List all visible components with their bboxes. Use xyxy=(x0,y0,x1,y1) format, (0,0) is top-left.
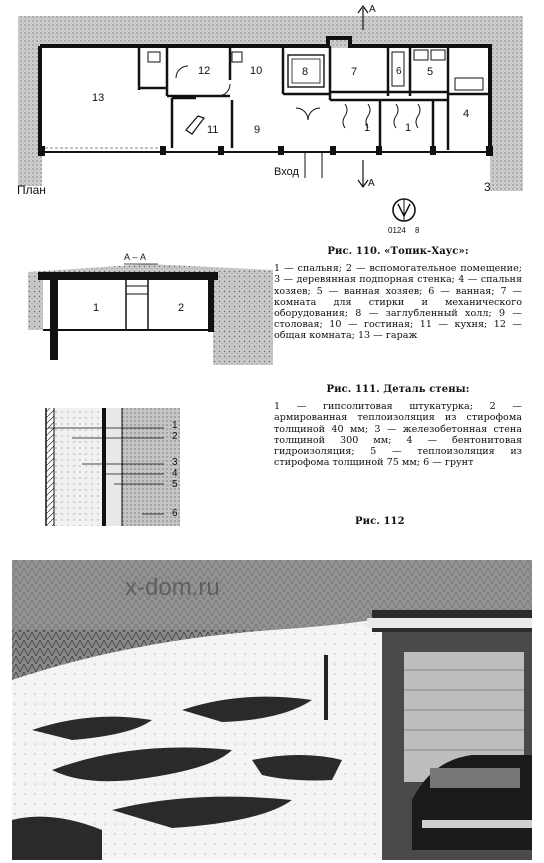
scale-max: 8 xyxy=(415,226,420,235)
fig110-caption xyxy=(274,246,522,342)
room-label-6: 6 xyxy=(396,66,402,77)
floor-plan-drawing xyxy=(0,0,544,200)
fig110-title: Рис. 110. «Топик-Хаус»: xyxy=(327,246,469,257)
section-mark-top: A xyxy=(369,4,376,15)
section-svg xyxy=(28,250,273,365)
fig111-caption xyxy=(274,384,522,468)
floor-plan xyxy=(0,0,544,200)
section-room-2: 2 xyxy=(178,302,185,314)
wall-detail-drawing xyxy=(42,404,212,529)
north-sign-icon xyxy=(386,196,426,226)
scale-bar xyxy=(386,196,426,236)
wall-callout-5: 5 xyxy=(172,479,178,490)
room-label-1b: 1 xyxy=(405,122,412,134)
room-label-8: 8 xyxy=(302,66,309,78)
plan-label: План xyxy=(17,183,46,197)
fig112-title: Рис. 112 xyxy=(355,516,405,527)
room-label-9: 9 xyxy=(254,124,261,136)
wall-callout-2: 2 xyxy=(172,431,178,442)
section-label: А – А xyxy=(124,252,147,262)
section-mark-bottom: A xyxy=(368,178,375,189)
section-drawing xyxy=(28,250,273,365)
entrance-label: Вход xyxy=(274,166,299,178)
room-label-12: 12 xyxy=(198,65,211,77)
room-label-5: 5 xyxy=(427,66,434,78)
room-label-4: 4 xyxy=(463,108,470,120)
photo-illustration xyxy=(12,560,532,860)
watermark: x-dom.ru xyxy=(125,574,220,601)
scale-ticks: 0124 xyxy=(388,226,406,235)
fig112-photo xyxy=(12,560,532,860)
wall-detail-svg xyxy=(42,404,212,529)
fig110-legend: 1 — спальня; 2 — вспомогательное помещение; 3 — деревянная подпорная стенка; 4 — спальня хозяев; 5 — ванная хозяев; 6 — ванная; 7 — комната для стирки и механического оборудования; 8 — заглубленный холл; 9 — столовая; 10 — гостиная; 11 — кухня; 12 — общая комната; 13 — гараж xyxy=(274,263,522,342)
wall-callout-1: 1 xyxy=(172,420,178,431)
fig111-title: Рис. 111. Деталь стены: xyxy=(326,384,470,395)
room-label-1a: 1 xyxy=(364,122,371,134)
corner-mark: 3 xyxy=(484,180,491,194)
room-label-10: 10 xyxy=(250,65,263,77)
section-room-1: 1 xyxy=(93,302,100,314)
wall-callout-4: 4 xyxy=(172,468,178,479)
room-label-7: 7 xyxy=(351,66,358,78)
wall-callout-3: 3 xyxy=(172,457,178,468)
room-label-11: 11 xyxy=(207,124,219,136)
wall-callout-6: 6 xyxy=(172,508,178,519)
fig111-legend: 1 — гипсолитовая штукатурка; 2 — армированная теплоизоляция из стирофома толщиной 40 мм; 3 — железобетонная стена толщиной 300 мм; 4 — бентонитовая гидроизоляция; 5 — теплоизоляция из стирофома толщиной 75 мм; 6 — грунт xyxy=(274,401,522,469)
room-label-13: 13 xyxy=(92,92,105,104)
